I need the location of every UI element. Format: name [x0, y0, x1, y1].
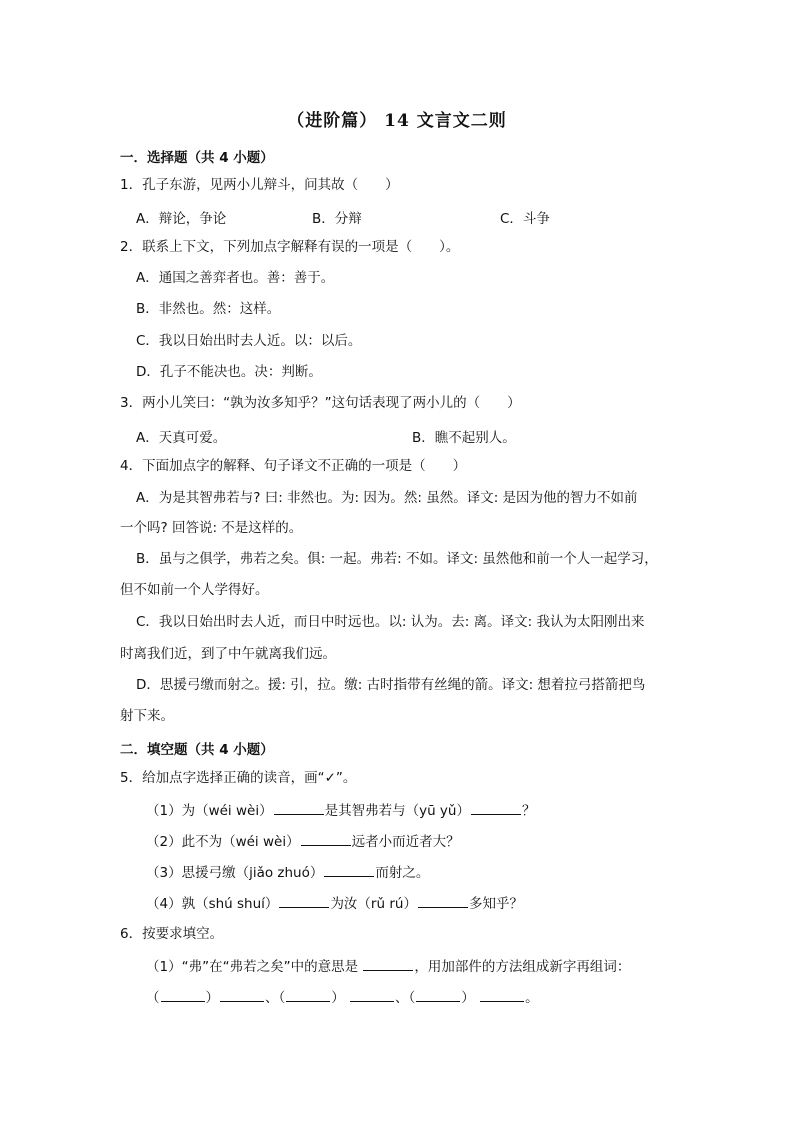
question-4-option-d-line2: 射下来。	[120, 708, 174, 724]
answer-blank[interactable]	[416, 988, 460, 1002]
question-2-option-d: D．孔子不能决也。决：判断。	[136, 364, 322, 380]
question-1-stem: 1．孔子东游，见两小儿辩斗，问其故（ ）	[120, 177, 399, 193]
question-5-item-3: （3）思援弓缴（jiǎo zhuó） 而射之。	[146, 865, 430, 881]
question-2-option-b: B．非然也。然：这样。	[136, 301, 281, 317]
question-1-option-b: B．分辩	[312, 211, 362, 227]
section-heading-choice: 一．选择题（共 4 小题）	[120, 150, 274, 166]
question-6-item-1-word-row: （ ） 、（ ） 、（ ） 。	[146, 990, 539, 1006]
question-2-option-a: A．通国之善弈者也。善：善于。	[136, 270, 335, 286]
answer-blank[interactable]	[286, 988, 330, 1002]
answer-blank[interactable]	[324, 863, 374, 877]
question-2-stem: 2．联系上下文，下列加点字解释有误的一项是（ ）。	[120, 239, 460, 255]
answer-blank[interactable]	[363, 957, 413, 971]
question-3-stem: 3．两小儿笑曰：“孰为汝多知乎？”这句话表现了两小儿的（ ）	[120, 395, 521, 411]
answer-blank[interactable]	[274, 801, 324, 815]
question-1-option-a: A．辩论，争论	[136, 211, 227, 227]
question-2-option-c: C．我以日始出时去人近。以：以后。	[136, 333, 362, 349]
answer-blank[interactable]	[471, 801, 521, 815]
answer-blank[interactable]	[418, 894, 468, 908]
question-5-item-1: （1）为（wéi wèi） 是其智弗若与（yū yǔ） ？	[146, 803, 536, 819]
question-4-option-c-line2: 时离我们近，到了中午就离我们远。	[120, 646, 336, 662]
question-5-stem: 5．给加点字选择正确的读音，画“✓”。	[120, 770, 357, 786]
question-6-stem: 6．按要求填空。	[120, 926, 224, 942]
question-4-option-a-line2: 一个吗? 回答说: 不是这样的。	[120, 520, 303, 536]
question-4-option-a-line1: A．为是其智弗若与? 曰: 非然也。为: 因为。然: 虽然。译文: 是因为他的智力不如前	[136, 490, 638, 506]
answer-blank[interactable]	[301, 832, 351, 846]
answer-blank[interactable]	[350, 988, 394, 1002]
answer-blank[interactable]	[279, 894, 329, 908]
question-3-option-b: B．瞧不起别人。	[412, 430, 516, 446]
question-4-option-b-line1: B．虽与之俱学，弗若之矣。俱: 一起。弗若: 不如。译文: 虽然他和前一个人一起学习，	[136, 551, 658, 567]
answer-blank[interactable]	[220, 988, 264, 1002]
answer-blank[interactable]	[161, 988, 205, 1002]
question-1-option-c: C．斗争	[500, 211, 550, 227]
question-4-option-d-line1: D．思援弓缴而射之。援: 引，拉。缴: 古时指带有丝绳的箭。译文: 想着拉弓搭箭把鸟	[136, 677, 646, 693]
question-4-option-b-line2: 但不如前一个人学得好。	[120, 582, 269, 598]
question-3-option-a: A．天真可爱。	[136, 430, 227, 446]
section-heading-fill: 二．填空题（共 4 小题）	[120, 742, 274, 758]
page-title: （进阶篇） 14 文言文二则	[287, 111, 507, 131]
question-4-stem: 4．下面加点字的解释、句子译文不正确的一项是（ ）	[120, 458, 467, 474]
answer-blank[interactable]	[480, 988, 524, 1002]
question-5-item-2: （2）此不为（wéi wèi） 远者小而近者大？	[146, 834, 460, 850]
question-6-item-1: （1）“弗”在“弗若之矣”中的意思是 ，用加部件的方法组成新字再组词：	[146, 959, 631, 975]
question-5-item-4: （4）孰（shú shuí） 为汝（rǔ rú） 多知乎？	[146, 896, 523, 912]
question-4-option-c-line1: C．我以日始出时去人近，而日中时远也。以: 认为。去: 离。译文: 我认为太阳刚出来	[136, 614, 645, 630]
